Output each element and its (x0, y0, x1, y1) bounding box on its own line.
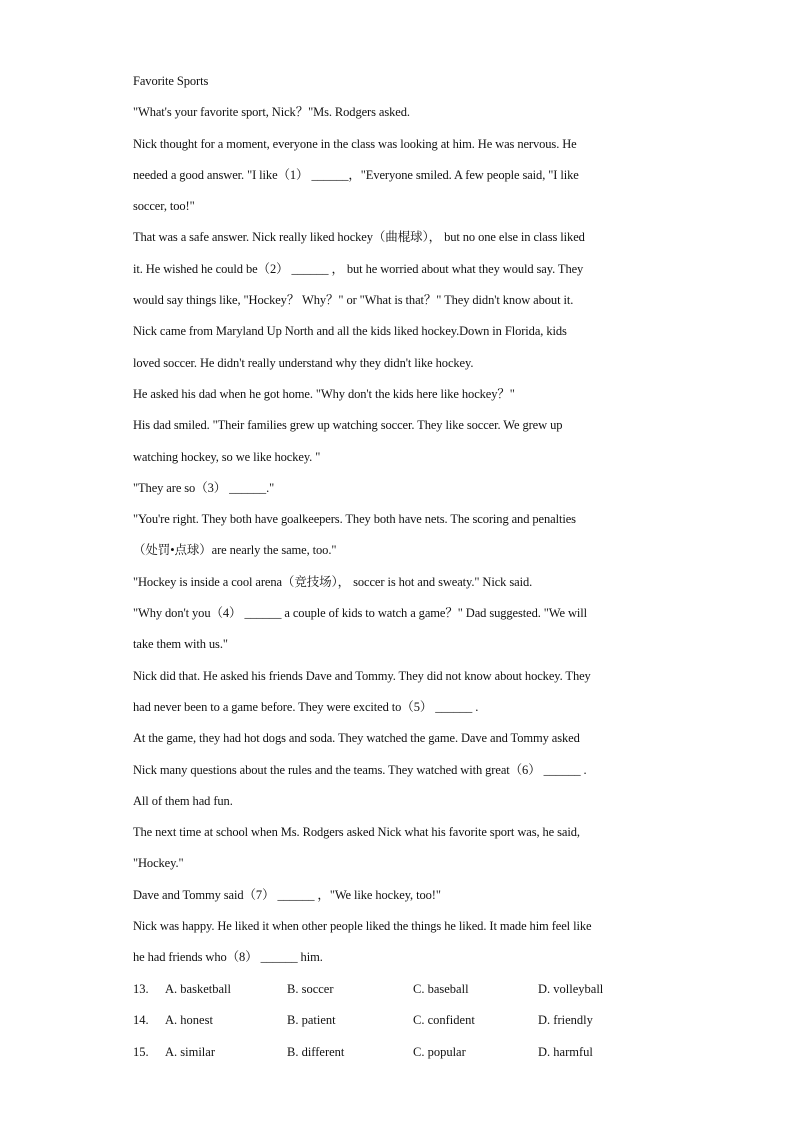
option-d: D. volleyball (538, 981, 604, 996)
question-number: 15. (133, 1044, 149, 1059)
passage-line: it. He wished he could be（2） ______ ， but he worried about what they would say. They (133, 261, 584, 276)
passage-line: At the game, they had hot dogs and soda. They watched the game. Dave and Tommy asked (133, 731, 580, 746)
option-c: C. confident (413, 1013, 475, 1028)
passage-line: That was a safe answer. Nick really liked hockey（曲棍球）， but no one else in class liked (133, 230, 585, 245)
option-c: C. baseball (413, 981, 469, 996)
passage-line: watching hockey, so we like hockey. " (133, 449, 321, 464)
option-b: B. different (287, 1044, 345, 1059)
option-d: D. harmful (538, 1044, 593, 1059)
question-row (133, 1005, 693, 1037)
passage-line: The next time at school when Ms. Rodgers asked Nick what his favorite sport was, he said, (133, 825, 580, 840)
passage-line: Nick many questions about the rules and the teams. They watched with great（6） ______ . (133, 762, 587, 777)
passage-line: （处罚•点球）are nearly the same, too." (133, 543, 337, 558)
option-b: B. soccer (287, 981, 334, 996)
option-a: A. similar (165, 1044, 215, 1059)
passage-line: would say things like, "Hockey？ Why？" or "What is that？" They didn't know about it. (133, 293, 574, 308)
option-c: C. popular (413, 1044, 466, 1059)
passage-line: soccer, too!" (133, 199, 195, 214)
passage-line: His dad smiled. "Their families grew up watching soccer. They like soccer. We grew up (133, 418, 563, 433)
passage-line: Dave and Tommy said（7） ______ ，"We like hockey, too!" (133, 887, 441, 902)
passage-line: "You're right. They both have goalkeepers. They both have nets. The scoring and penalties (133, 512, 576, 527)
passage-line: needed a good answer. "I like（1） ______，"Everyone smiled. A few people said, "I like (133, 167, 579, 182)
option-b: B. patient (287, 1013, 336, 1028)
passage-title: Favorite Sports (133, 74, 209, 88)
option-a: A. basketball (165, 981, 231, 996)
question-row (133, 1037, 693, 1069)
answer-options (133, 974, 693, 1069)
passage-line: had never been to a game before. They were excited to（5） ______ . (133, 699, 479, 714)
document-page (133, 66, 693, 1068)
passage-line: "Why don't you（4） ______ a couple of kids to watch a game？" Dad suggested. "We will (133, 606, 587, 621)
passage-line: Nick came from Maryland Up North and all the kids liked hockey.Down in Florida, kids (133, 324, 567, 339)
passage-line: All of them had fun. (133, 793, 233, 808)
passage (133, 66, 693, 974)
option-a: A. honest (165, 1013, 213, 1028)
passage-line: take them with us." (133, 637, 228, 652)
passage-line: "They are so（3） ______." (133, 480, 275, 495)
passage-line: loved soccer. He didn't really understand why they didn't like hockey. (133, 355, 474, 370)
passage-line: "Hockey." (133, 856, 184, 871)
passage-line: Nick thought for a moment, everyone in the class was looking at him. He was nervous. He (133, 136, 577, 151)
passage-line: "Hockey is inside a cool arena（竞技场）， soccer is hot and sweaty." Nick said. (133, 574, 533, 589)
passage-line: Nick did that. He asked his friends Dave and Tommy. They did not know about hockey. They (133, 668, 591, 683)
question-number: 14. (133, 1013, 149, 1028)
passage-line: He asked his dad when he got home. "Why don't the kids here like hockey？" (133, 386, 515, 401)
passage-line: Nick was happy. He liked it when other people liked the things he liked. It made him feel like (133, 919, 592, 934)
passage-line: "What's your favorite sport, Nick？"Ms. Rodgers asked. (133, 105, 410, 120)
question-row (133, 974, 693, 1006)
question-number: 13. (133, 981, 149, 996)
option-d: D. friendly (538, 1013, 593, 1028)
passage-line: he had friends who（8） ______ him. (133, 950, 323, 965)
